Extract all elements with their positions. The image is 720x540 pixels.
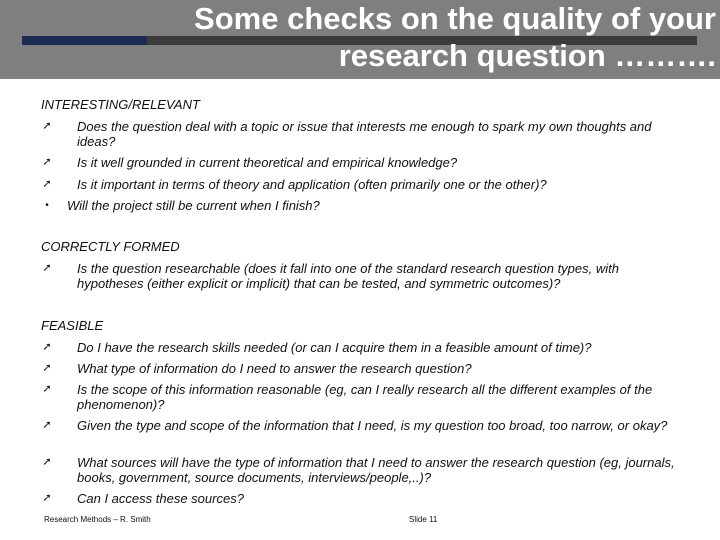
arrow-icon: ➚: [42, 362, 52, 374]
section-heading-interesting: INTERESTING/RELEVANT: [41, 97, 200, 112]
title-accent-bar-blue: [22, 36, 147, 45]
list-item: Is the question researchable (does it fall into one of the standard research question types, with hypotheses (either explicit or implicit) that can be tested, and symmetric outcomes)?: [77, 261, 619, 291]
arrow-icon: ➚: [42, 492, 52, 504]
arrow-icon: ➚: [42, 156, 52, 168]
list-item: What sources will have the type of information that I need to answer the research question (eg, journals, books, government, source documents, interviews/people,..)?: [77, 455, 675, 485]
footer-slide-number: Slide 11: [409, 515, 438, 524]
arrow-icon: ➚: [42, 456, 52, 468]
list-item: Can I access these sources?: [77, 491, 244, 506]
footer-author: Research Methods – R. Smith: [44, 515, 151, 524]
section-heading-correctly-formed: CORRECTLY FORMED: [41, 239, 180, 254]
list-item: Will the project still be current when I finish?: [67, 198, 320, 213]
arrow-icon: ➚: [42, 178, 52, 190]
list-item: Is it important in terms of theory and application (often primarily one or the other)?: [77, 177, 547, 192]
arrow-icon: ➚: [42, 419, 52, 431]
slide-title: Some checks on the quality of your research question ……….: [194, 1, 716, 73]
arrow-icon: ➚: [42, 341, 52, 353]
list-item: Do I have the research skills needed (or can I acquire them in a feasible amount of time)?: [77, 340, 592, 355]
list-item: Does the question deal with a topic or issue that interests me enough to spark my own thoughts and ideas?: [77, 119, 652, 149]
arrow-icon: ➚: [42, 383, 52, 395]
arrow-icon: ➚: [42, 120, 52, 132]
list-item: Is the scope of this information reasonable (eg, can I really research all the different examples of the phenomenon)?: [77, 382, 653, 412]
dot-icon: •: [45, 200, 49, 211]
list-item: Is it well grounded in current theoretical and empirical knowledge?: [77, 155, 458, 170]
list-item: What type of information do I need to answer the research question?: [77, 361, 472, 376]
section-heading-feasible: FEASIBLE: [41, 318, 104, 333]
arrow-icon: ➚: [42, 262, 52, 274]
list-item: Given the type and scope of the information that I need, is my question too broad, too narrow, or okay?: [77, 418, 668, 433]
